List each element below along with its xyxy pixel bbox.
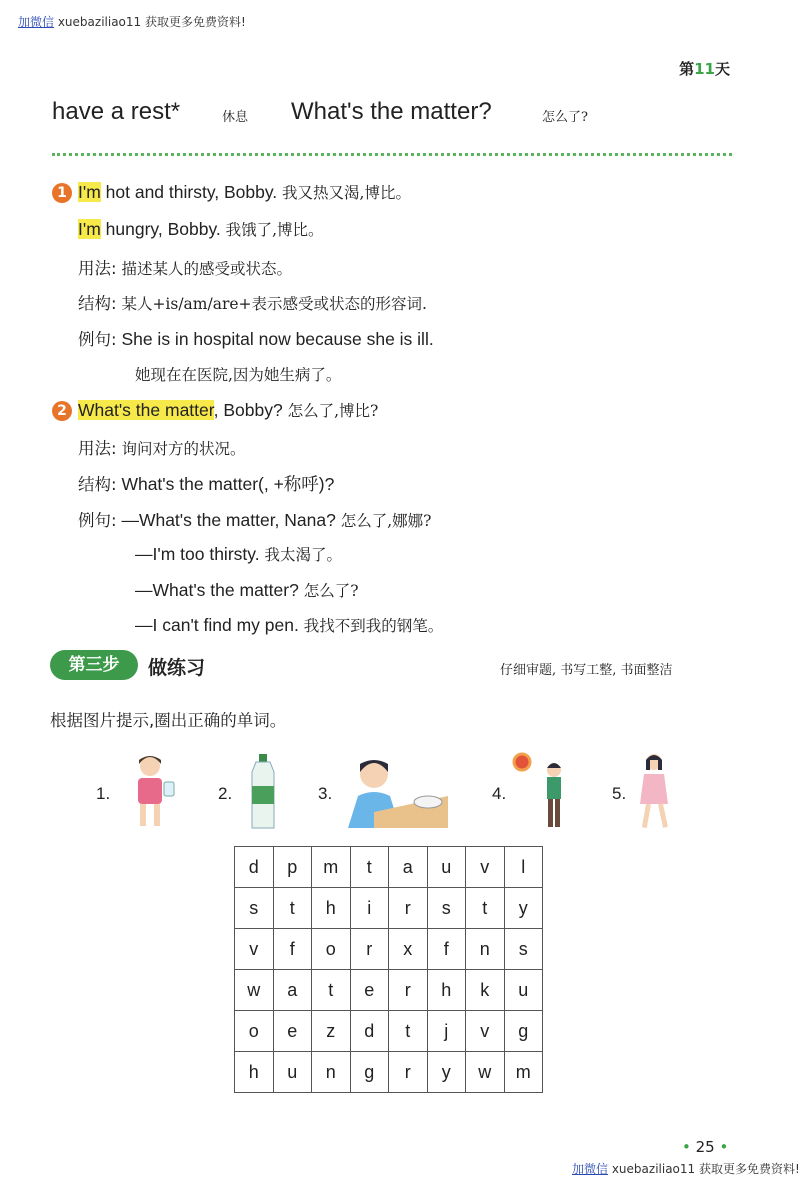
grid-letter[interactable]: u — [427, 847, 466, 888]
grid-letter[interactable]: v — [466, 847, 505, 888]
point1-example-cn: 她现在在医院,因为她生病了。 — [135, 366, 342, 384]
grid-letter[interactable]: o — [312, 929, 351, 970]
point1-example — [78, 326, 434, 350]
sentence-en: hungry, Bobby. — [100, 219, 226, 239]
dialogue-line — [135, 614, 443, 636]
point2-sentence1 — [52, 399, 378, 421]
sentence-cn: 我又热又渴,博比。 — [282, 184, 411, 202]
day-label — [679, 58, 730, 79]
grid-letter[interactable]: j — [427, 1011, 466, 1052]
grid-letter[interactable]: t — [466, 888, 505, 929]
dialogue-en: —What's the matter? — [135, 580, 304, 600]
grid-letter[interactable]: x — [389, 929, 428, 970]
sentence-cn: 怎么了,博比? — [287, 402, 379, 420]
grid-letter[interactable]: n — [466, 929, 505, 970]
grid-row — [235, 970, 543, 1011]
dialogue-cn: 我太渴了。 — [264, 546, 342, 564]
grid-row — [235, 1052, 543, 1093]
boy-sun-picture — [508, 752, 572, 832]
grid-row — [235, 888, 543, 929]
picture-number: 5. — [612, 784, 627, 803]
grid-letter[interactable]: p — [273, 847, 312, 888]
point1-usage — [78, 255, 292, 279]
usage-label: 用法: — [78, 439, 117, 458]
watermark-text: xuebaziliao11 获取更多免费资料! — [54, 15, 246, 29]
grid-letter[interactable]: s — [504, 929, 543, 970]
grid-letter[interactable]: m — [504, 1052, 543, 1093]
practice-title: 做练习 — [148, 657, 206, 679]
structure-label: 结构: — [78, 294, 117, 313]
point2-example — [78, 507, 431, 531]
grid-row — [235, 847, 543, 888]
grid-row — [235, 929, 543, 970]
structure-text: What's the matter(, +称呼)? — [121, 474, 335, 494]
day-prefix: 第 — [679, 60, 695, 78]
grid-letter[interactable]: d — [350, 1011, 389, 1052]
grid-letter[interactable]: k — [466, 970, 505, 1011]
dialogue-en: —What's the matter, Nana? — [121, 510, 341, 530]
number-badge: 1 — [52, 183, 72, 203]
top-watermark — [18, 13, 246, 30]
practice-tip: 仔细审题, 书写工整, 书面整洁 — [500, 663, 673, 678]
sentence-cn: 我饿了,博比。 — [225, 221, 324, 239]
grid-letter[interactable]: z — [312, 1011, 351, 1052]
page-number: • 25 • — [682, 1138, 729, 1156]
grid-letter[interactable]: o — [235, 1011, 274, 1052]
girl-cup-picture — [126, 752, 182, 830]
highlight: I'm — [78, 219, 101, 239]
point1-sentence2 — [78, 218, 324, 240]
grid-letter[interactable]: u — [504, 970, 543, 1011]
picture-number: 4. — [492, 784, 507, 803]
example-label: 例句: — [78, 511, 117, 530]
grid-letter[interactable]: t — [389, 1011, 428, 1052]
grid-letter[interactable]: r — [389, 970, 428, 1011]
grid-letter[interactable]: r — [389, 888, 428, 929]
grid-letter[interactable]: a — [273, 970, 312, 1011]
grid-letter[interactable]: t — [350, 847, 389, 888]
grid-letter[interactable]: f — [427, 929, 466, 970]
dotted-divider — [52, 153, 732, 156]
girl-walking-picture — [634, 752, 678, 832]
instruction: 根据图片提示,圈出正确的单词。 — [50, 711, 287, 730]
grid-letter[interactable]: a — [389, 847, 428, 888]
grid-letter[interactable]: w — [466, 1052, 505, 1093]
bottom-watermark — [572, 1160, 800, 1177]
grid-letter[interactable]: u — [273, 1052, 312, 1093]
grid-letter[interactable]: i — [350, 888, 389, 929]
dialogue-cn: 我找不到我的钢笔。 — [303, 617, 444, 635]
point2-usage — [78, 435, 245, 459]
grid-letter[interactable]: l — [504, 847, 543, 888]
grid-letter[interactable]: r — [389, 1052, 428, 1093]
grid-letter[interactable]: s — [235, 888, 274, 929]
grid-row — [235, 1011, 543, 1052]
dialogue-en: —I can't find my pen. — [135, 615, 304, 635]
picture-number: 2. — [218, 784, 233, 803]
boy-bowl-picture — [344, 752, 448, 830]
highlight: What's the matter — [78, 400, 214, 420]
day-number: 11 — [694, 60, 715, 78]
highlight: I'm — [78, 182, 101, 202]
grid-letter[interactable]: h — [235, 1052, 274, 1093]
structure-label: 结构: — [78, 475, 117, 494]
grid-letter[interactable]: h — [312, 888, 351, 929]
grid-letter[interactable]: g — [350, 1052, 389, 1093]
point1-sentence1 — [52, 181, 411, 203]
phrase-1-gloss: 休息 — [222, 110, 249, 125]
example-label: 例句: — [78, 330, 117, 349]
usage-label: 用法: — [78, 259, 117, 278]
grid-letter[interactable]: e — [350, 970, 389, 1011]
number-badge: 2 — [52, 401, 72, 421]
phrase-1: have a rest* — [52, 98, 181, 125]
grid-letter[interactable]: g — [504, 1011, 543, 1052]
grid-letter[interactable]: r — [350, 929, 389, 970]
grid-letter[interactable]: h — [427, 970, 466, 1011]
point1-structure — [78, 290, 427, 314]
grid-letter[interactable]: t — [312, 970, 351, 1011]
watermark-link[interactable]: 加微信 — [18, 15, 55, 29]
point2-structure — [78, 471, 334, 496]
page-number-value: 25 — [695, 1138, 715, 1156]
watermark-link[interactable]: 加微信 — [572, 1162, 609, 1176]
picture-number: 1. — [96, 784, 111, 803]
grid-letter[interactable]: f — [273, 929, 312, 970]
phrase-2: What's the matter? — [291, 98, 492, 125]
watermark-text: xuebaziliao11 获取更多免费资料! — [608, 1162, 800, 1176]
water-bottle-picture — [246, 752, 280, 832]
structure-text: 某人+is/am/are+表示感受或状态的形容词. — [121, 295, 427, 313]
usage-text: 询问对方的状况。 — [121, 440, 246, 458]
phrase-2-gloss: 怎么了? — [542, 110, 588, 125]
grid-letter[interactable]: v — [235, 929, 274, 970]
grid-letter[interactable]: d — [235, 847, 274, 888]
grid-letter[interactable]: t — [273, 888, 312, 929]
grid-letter[interactable]: m — [312, 847, 351, 888]
dialogue-line — [135, 579, 359, 601]
grid-letter[interactable]: s — [427, 888, 466, 929]
sentence-en: , Bobby? — [213, 400, 288, 420]
picture-number: 3. — [318, 784, 333, 803]
dialogue-en: —I'm too thirsty. — [135, 544, 265, 564]
day-suffix: 天 — [714, 60, 730, 78]
grid-letter[interactable]: e — [273, 1011, 312, 1052]
grid-letter[interactable]: v — [466, 1011, 505, 1052]
usage-text: 描述某人的感受或状态。 — [121, 260, 292, 278]
sentence-en: hot and thirsty, Bobby. — [100, 182, 283, 202]
dialogue-line — [135, 543, 342, 565]
grid-letter[interactable]: y — [504, 888, 543, 929]
grid-letter[interactable]: n — [312, 1052, 351, 1093]
dialogue-cn: 怎么了,娜娜? — [340, 512, 432, 530]
grid-letter[interactable]: w — [235, 970, 274, 1011]
step-pill: 第三步 — [50, 650, 138, 680]
word-search-grid — [234, 846, 543, 1093]
example-en: She is in hospital now because she is ill. — [121, 329, 434, 349]
dialogue-cn: 怎么了? — [303, 582, 359, 600]
grid-letter[interactable]: y — [427, 1052, 466, 1093]
